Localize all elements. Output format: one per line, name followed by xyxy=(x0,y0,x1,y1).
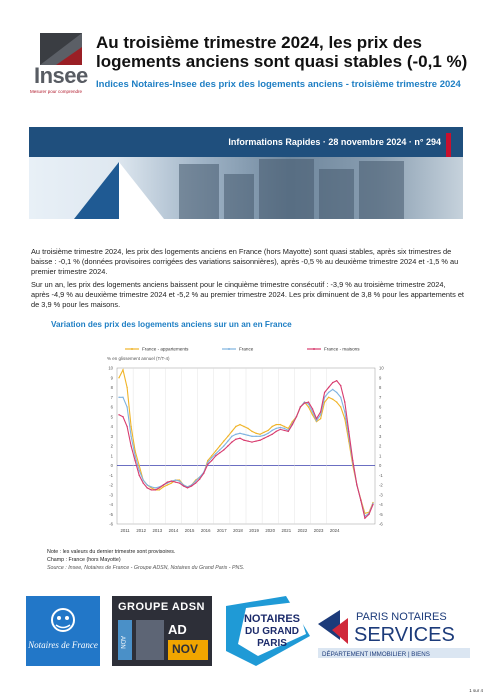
data-point xyxy=(151,489,152,490)
legend-marker xyxy=(313,348,315,350)
y-tick-label-right: 10 xyxy=(379,365,384,371)
y-tick-label-right: 9 xyxy=(379,375,382,381)
paris-notaires-services-logo xyxy=(318,596,470,666)
data-point xyxy=(227,436,228,437)
data-point xyxy=(155,487,156,488)
data-point xyxy=(151,486,152,487)
data-point xyxy=(207,464,208,465)
notaires-de-france-logo xyxy=(26,596,100,666)
y-tick-label-left: 7 xyxy=(110,394,113,400)
chart-title: Variation des prix des logements anciens sur un an en France xyxy=(51,320,292,329)
data-point xyxy=(175,481,176,482)
data-point xyxy=(268,436,269,437)
data-point xyxy=(332,382,333,383)
y-tick-label-right: 5 xyxy=(379,414,382,420)
grand-paris-line3: PARIS xyxy=(257,638,287,649)
data-point xyxy=(360,500,361,501)
data-point xyxy=(263,432,264,433)
data-point xyxy=(195,482,196,483)
data-point xyxy=(251,431,252,432)
data-point xyxy=(139,465,140,466)
nov-text: NOV xyxy=(172,642,199,656)
y-tick-label-left: 9 xyxy=(110,375,113,381)
insee-logo-tagline: Mesurer pour comprendre xyxy=(30,89,83,94)
data-point xyxy=(207,460,208,461)
data-point xyxy=(126,426,127,427)
grand-paris-line2: DU GRAND xyxy=(245,626,299,637)
data-point xyxy=(134,460,135,461)
grand-paris-line1: NOTAIRES xyxy=(243,613,301,625)
data-point xyxy=(368,514,369,515)
y-tick-label-left: 5 xyxy=(110,414,113,420)
data-point xyxy=(215,450,216,451)
data-point xyxy=(356,484,357,485)
data-point xyxy=(308,401,309,402)
y-tick-label-right: -3 xyxy=(379,492,383,498)
data-point xyxy=(118,397,119,398)
data-point xyxy=(211,460,212,461)
x-tick-label: 2021 xyxy=(281,528,292,533)
y-tick-label-right: 1 xyxy=(379,453,382,459)
data-point xyxy=(215,453,216,454)
data-point xyxy=(340,385,341,386)
y-tick-label-right: 4 xyxy=(379,424,382,429)
data-point xyxy=(280,424,281,425)
ad-text: AD xyxy=(168,622,187,637)
data-point xyxy=(139,475,140,476)
y-tick-label-right: -5 xyxy=(379,511,383,517)
data-point xyxy=(211,457,212,458)
data-point xyxy=(316,420,317,421)
data-point xyxy=(223,445,224,446)
groupe-adsn-text: GROUPE ADSN xyxy=(118,601,205,613)
x-tick-label: 2024 xyxy=(329,528,340,533)
y-tick-label-right: -4 xyxy=(379,502,383,507)
data-point xyxy=(276,431,277,432)
data-point xyxy=(336,380,337,381)
data-point xyxy=(219,445,220,446)
y-tick-label-left: -1 xyxy=(109,472,113,478)
x-tick-label: 2017 xyxy=(217,528,227,533)
data-point xyxy=(312,408,313,409)
data-point xyxy=(134,455,135,456)
data-point xyxy=(284,428,285,429)
data-point xyxy=(203,473,204,474)
x-tick-label: 2023 xyxy=(313,528,324,533)
data-point xyxy=(159,487,160,488)
data-point xyxy=(219,452,220,453)
data-point xyxy=(163,486,164,487)
legend-marker xyxy=(131,348,133,350)
page-subtitle: Indices Notaires-Insee des prix des logements anciens - troisième trimestre 2024 xyxy=(96,79,461,90)
y-tick-label-left: -2 xyxy=(109,482,113,488)
x-tick-label: 2011 xyxy=(120,528,130,533)
data-point xyxy=(251,436,252,437)
data-point xyxy=(219,449,220,450)
data-point xyxy=(320,418,321,419)
data-point xyxy=(223,440,224,441)
y-tick-label-right: -1 xyxy=(379,472,383,478)
data-point xyxy=(199,479,200,480)
services-text: SERVICES xyxy=(354,624,455,646)
data-point xyxy=(272,426,273,427)
data-point xyxy=(243,440,244,441)
data-point xyxy=(126,387,127,388)
data-point xyxy=(231,436,232,437)
data-point xyxy=(211,455,212,456)
data-point xyxy=(235,426,236,427)
y-tick-label-left: 0 xyxy=(110,463,113,468)
y-tick-label-left: -5 xyxy=(109,511,113,517)
x-tick-label: 2012 xyxy=(136,528,146,533)
groupe-adsn-logo xyxy=(112,596,212,666)
x-tick-label: 2015 xyxy=(184,528,195,533)
data-point xyxy=(175,479,176,480)
y-tick-label-left: -4 xyxy=(109,502,113,507)
data-point xyxy=(179,482,180,483)
data-point xyxy=(255,436,256,437)
adn-text: ADN xyxy=(119,636,125,649)
x-tick-label: 2022 xyxy=(297,528,308,533)
data-point xyxy=(171,482,172,483)
y-tick-label-left: 10 xyxy=(108,365,113,371)
data-point xyxy=(336,392,337,393)
data-point xyxy=(328,392,329,393)
data-point xyxy=(247,435,248,436)
intro-paragraph: Au troisième trimestre 2024, les prix des logements anciens en France (hors Mayotte) sont quasi stables, après six trimestres de baisse : -0,1 % (données provisoires corrigées des variations saisonnières), après -0,5 % au deuxième trimestre 2024 et -1,5 % au premier trimestre 2024. xyxy=(31,247,459,276)
data-point xyxy=(284,426,285,427)
data-point xyxy=(227,440,228,441)
data-point xyxy=(296,416,297,417)
data-point xyxy=(292,424,293,425)
data-point xyxy=(259,440,260,441)
data-point xyxy=(284,430,285,431)
departement-text: DÉPARTEMENT IMMOBILIER | BIENS xyxy=(322,651,430,658)
y-tick-label-right: 0 xyxy=(379,463,382,468)
note-source: Source : Insee, Notaires de France - Groupe ADSN, Notaires du Grand Paris - PNS. xyxy=(47,565,245,571)
data-point xyxy=(312,414,313,415)
data-point xyxy=(263,435,264,436)
legend-label: France - maisons xyxy=(324,346,360,352)
y-tick-label-left: 1 xyxy=(110,453,113,459)
data-point xyxy=(268,433,269,434)
data-point xyxy=(227,445,228,446)
data-point xyxy=(332,389,333,390)
banner-buildings-image xyxy=(29,157,463,219)
data-point xyxy=(344,401,345,402)
publication-banner xyxy=(29,127,463,219)
data-point xyxy=(263,438,264,439)
legend-label: France - appartements xyxy=(142,346,189,352)
data-point xyxy=(126,406,127,407)
data-point xyxy=(130,436,131,437)
y-tick-label-left: -6 xyxy=(109,521,113,527)
price-variation-chart xyxy=(95,336,395,540)
data-point xyxy=(320,414,321,415)
data-point xyxy=(243,434,244,435)
data-point xyxy=(139,470,140,471)
data-point xyxy=(255,440,256,441)
data-point xyxy=(130,445,131,446)
data-point xyxy=(247,428,248,429)
data-point xyxy=(118,377,119,378)
x-tick-label: 2020 xyxy=(265,528,275,533)
data-point xyxy=(167,481,168,482)
data-point xyxy=(171,480,172,481)
y-tick-label-right: 7 xyxy=(379,394,382,400)
data-point xyxy=(122,369,123,370)
data-point xyxy=(155,489,156,490)
data-point xyxy=(300,406,301,407)
x-tick-label: 2016 xyxy=(200,528,211,533)
data-point xyxy=(143,482,144,483)
x-tick-label: 2018 xyxy=(233,528,243,533)
note-provisional: Note : les valeurs du dernier trimestre sont provisoires. xyxy=(47,549,176,555)
data-point xyxy=(276,428,277,429)
data-point xyxy=(191,485,192,486)
data-point xyxy=(272,430,273,431)
data-point xyxy=(348,431,349,432)
data-point xyxy=(223,449,224,450)
data-point xyxy=(352,460,353,461)
chart-notes xyxy=(47,548,244,572)
y-tick-label-left: 4 xyxy=(110,424,113,429)
data-point xyxy=(280,429,281,430)
page-number: 1 sur 4 xyxy=(469,688,483,693)
data-point xyxy=(207,462,208,463)
data-point xyxy=(239,433,240,434)
data-point xyxy=(336,401,337,402)
data-point xyxy=(268,430,269,431)
y-tick-label-left: 6 xyxy=(110,404,113,410)
data-point xyxy=(280,427,281,428)
data-point xyxy=(247,440,248,441)
y-tick-label-left: -3 xyxy=(109,492,113,498)
data-point xyxy=(239,438,240,439)
data-point xyxy=(304,402,305,403)
paris-notaires-text: PARIS NOTAIRES xyxy=(356,611,447,623)
data-point xyxy=(231,431,232,432)
data-point xyxy=(147,487,148,488)
y-tick-label-right: 2 xyxy=(379,443,382,449)
data-point xyxy=(147,484,148,485)
data-point xyxy=(243,426,244,427)
data-point xyxy=(251,441,252,442)
data-point xyxy=(276,424,277,425)
data-point xyxy=(239,424,240,425)
y-tick-label-left: 3 xyxy=(110,433,113,439)
data-point xyxy=(272,434,273,435)
data-point xyxy=(259,434,260,435)
data-point xyxy=(332,399,333,400)
data-point xyxy=(316,418,317,419)
data-point xyxy=(259,436,260,437)
y-tick-label-right: -2 xyxy=(379,482,383,488)
data-point xyxy=(159,489,160,490)
data-point xyxy=(328,397,329,398)
x-tick-label: 2014 xyxy=(168,528,179,533)
data-point xyxy=(320,411,321,412)
data-point xyxy=(235,439,236,440)
y-tick-label-right: 6 xyxy=(379,404,382,410)
data-point xyxy=(308,406,309,407)
data-point xyxy=(231,441,232,442)
y-axis-label: % en glissement annuel (T/T-4) xyxy=(107,356,170,361)
data-point xyxy=(288,431,289,432)
data-point xyxy=(179,480,180,481)
data-point xyxy=(328,387,329,388)
data-point xyxy=(235,434,236,435)
data-point xyxy=(143,479,144,480)
y-tick-label-right: 8 xyxy=(379,385,382,390)
data-point xyxy=(372,504,373,505)
banner-text: Informations Rapides · 28 novembre 2024 · n° 294 xyxy=(228,137,441,147)
y-tick-label-left: 2 xyxy=(110,443,113,449)
page-title: Au troisième trimestre 2024, les prix des logements anciens sont quasi stables (-0,1 %) xyxy=(96,33,468,71)
insee-logo xyxy=(30,33,88,95)
data-point xyxy=(167,484,168,485)
data-point xyxy=(187,487,188,488)
data-point xyxy=(255,433,256,434)
insee-logo-text: Insee xyxy=(34,63,88,88)
data-point xyxy=(340,397,341,398)
data-point xyxy=(195,480,196,481)
notaires-de-france-text: Notaires de France xyxy=(28,640,98,650)
note-scope: Champ : France (hors Mayotte) xyxy=(47,557,121,563)
data-point xyxy=(118,414,119,415)
data-point xyxy=(364,518,365,519)
data-point xyxy=(324,392,325,393)
data-point xyxy=(340,406,341,407)
x-tick-label: 2019 xyxy=(249,528,259,533)
legend-label: France xyxy=(239,346,254,352)
annual-paragraph: Sur un an, les prix des logements anciens baissent pour le cinquième trimestre consécutif : -3,9 % au troisième trimestre 2024, après -4,9 % au deuxième trimestre 2024 et -5,2 % au premier trimestre 2024. Les prix diminuent de 3,8 % pour les appartements et de 3,9 % pour les maisons. xyxy=(31,280,464,309)
x-tick-label: 2013 xyxy=(152,528,163,533)
data-point xyxy=(122,416,123,417)
data-point xyxy=(344,411,345,412)
data-point xyxy=(122,397,123,398)
legend-marker xyxy=(228,348,230,350)
notaires-grand-paris-logo xyxy=(226,596,310,666)
y-tick-label-right: -6 xyxy=(379,521,383,527)
data-point xyxy=(163,484,164,485)
data-point xyxy=(183,485,184,486)
data-point xyxy=(215,455,216,456)
insee-logo-mark xyxy=(40,33,82,65)
data-point xyxy=(130,426,131,427)
y-tick-label-right: 3 xyxy=(379,433,382,439)
y-tick-label-left: 8 xyxy=(110,385,113,390)
